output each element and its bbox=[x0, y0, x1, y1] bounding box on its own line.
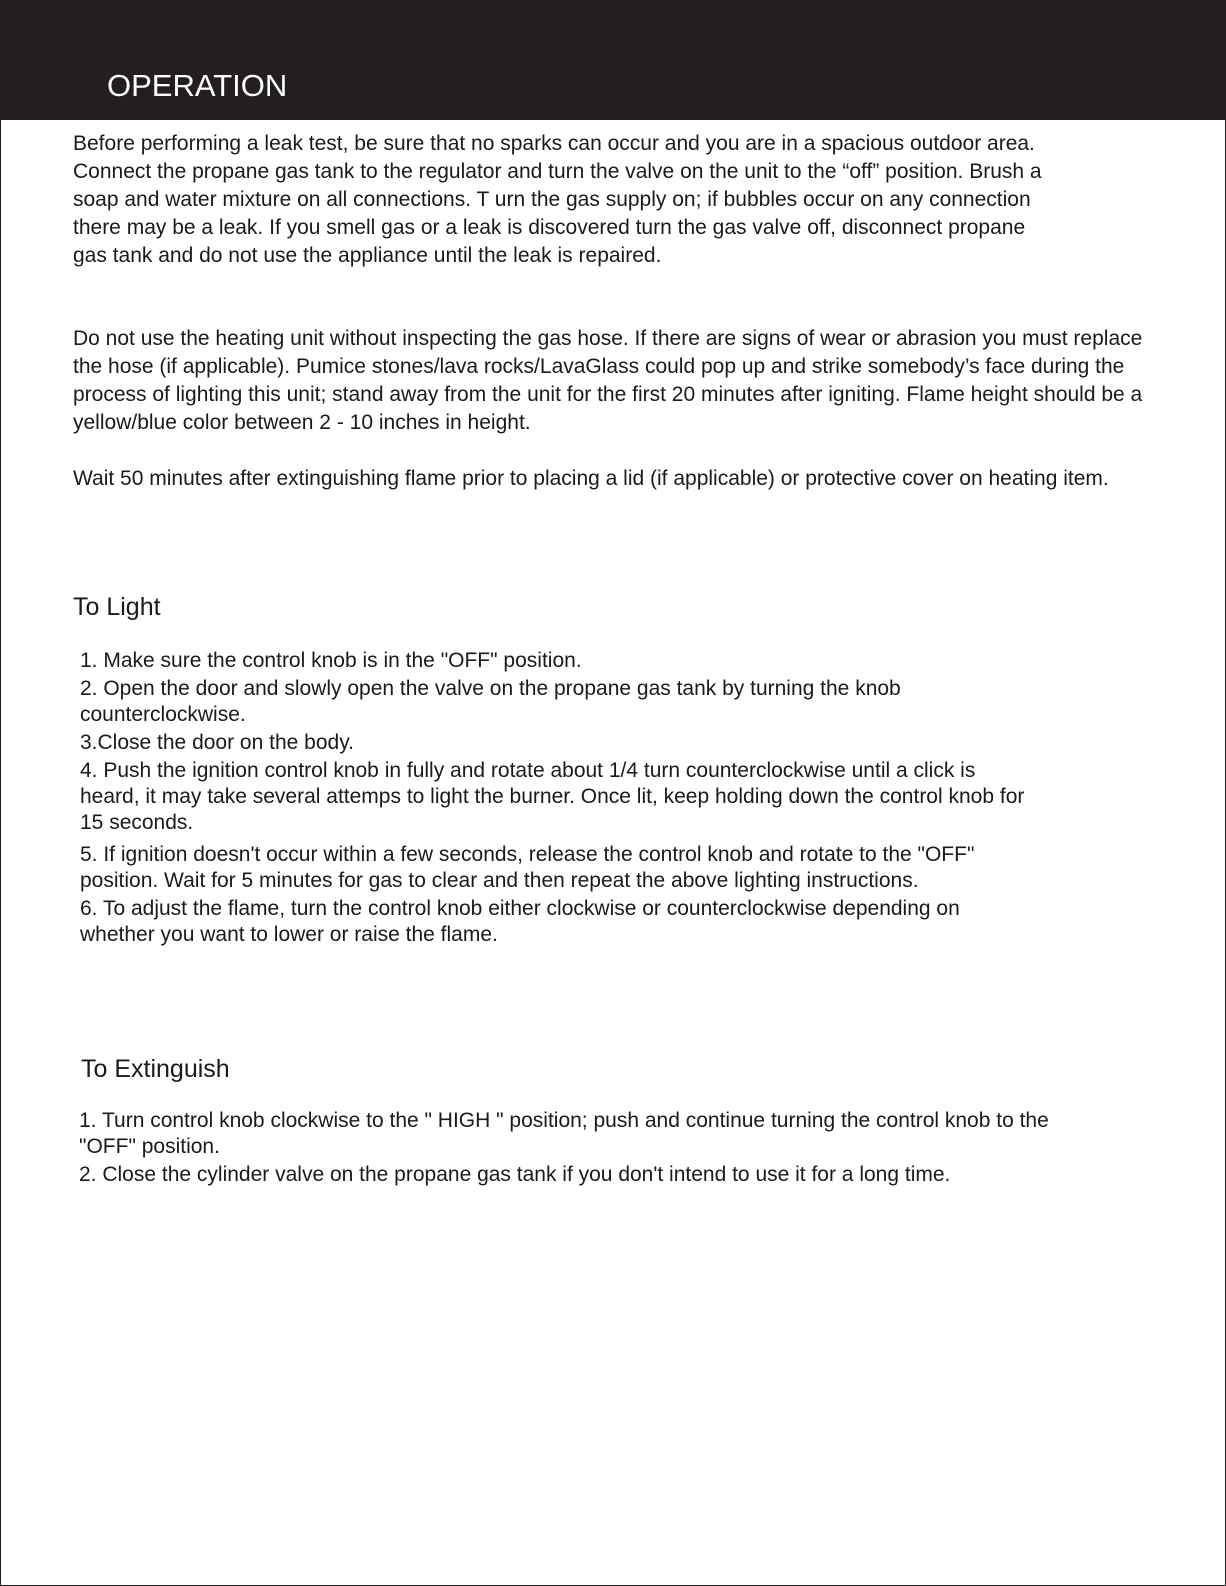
list-item: 1. Make sure the control knob is in the "OFF" position. bbox=[80, 649, 582, 672]
to-light-heading: To Light bbox=[73, 593, 161, 621]
list-item: 5. If ignition doesn't occur within a few seconds, release the control knob and rotate to the "OFF" position. Wait for 5 minutes for gas to clear and then repeat the above lighting instructions. bbox=[80, 843, 975, 892]
list-item: 4. Push the ignition control knob in fully and rotate about 1/4 turn counterclockwise until a click is heard, it may take several attemps to light the burner. Once lit, keep holding down the control knob for 15 seconds. bbox=[80, 759, 1025, 834]
list-item: 3.Close the door on the body. bbox=[80, 731, 354, 754]
header-bar bbox=[0, 0, 1226, 120]
page-title: OPERATION bbox=[107, 68, 288, 103]
list-item: 1. Turn control knob clockwise to the " HIGH " position; push and continue turning the control knob to the "OFF" position. bbox=[79, 1109, 1049, 1158]
leak-test-paragraph: Before performing a leak test, be sure that no sparks can occur and you are in a spacious outdoor area. Connect the propane gas tank to the regulator and turn the valve on the unit to the “off” position. Brush a soap and water mixture on all connections. T urn the gas supply on; if bubbles occur on any connection there may be a leak. If you smell gas or a leak is discovered turn the gas valve off, disconnect propane gas tank and do not use the appliance until the leak is repaired. bbox=[73, 132, 1042, 267]
list-item: 2. Close the cylinder valve on the propane gas tank if you don't intend to use it for a long time. bbox=[79, 1163, 951, 1186]
to-light-steps bbox=[80, 648, 1040, 950]
list-item: 6. To adjust the flame, turn the control knob either clockwise or counterclockwise depending on whether you want to lower or raise the flame. bbox=[80, 897, 960, 946]
to-extinguish-heading: To Extinguish bbox=[81, 1055, 230, 1083]
wait-paragraph: Wait 50 minutes after extinguishing flame prior to placing a lid (if applicable) or protective cover on heating item. bbox=[73, 467, 1109, 490]
hose-inspection-paragraph: Do not use the heating unit without inspecting the gas hose. If there are signs of wear or abrasion you must replace the hose (if applicable). Pumice stones/lava rocks/LavaGlass could pop up and strike somebody’s face during the process of lighting this unit; stand away from the unit for the first 20 minutes after igniting. Flame height should be a yellow/blue color between 2 - 10 inches in height. bbox=[73, 327, 1143, 434]
to-extinguish-steps bbox=[79, 1108, 1089, 1190]
list-item: 2. Open the door and slowly open the valve on the propane gas tank by turning the knob counterclockwise. bbox=[80, 677, 901, 726]
